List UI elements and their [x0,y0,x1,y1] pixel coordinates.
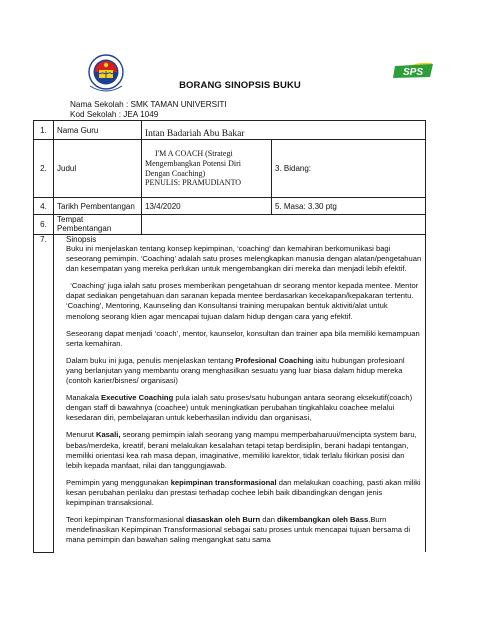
synopsis-body [54,235,426,553]
school-name: Nama Sekolah : SMK TAMAN UNIVERSITI [70,100,227,109]
text-run: seorang pemimpin ialah seorang yang mampu memperbaharuui/mencipta system baru, bebas/merdeka, kreatif, berani melakukan kesalahan tetapi tetap berdisiplin, berani hadapi tentangan, memiliki orientasi kea rah masa depan, imaginative, memiliki karektor, tidak terlalu fikirkan posisi dan lebih kepada manfaat, nilai dan tanggungjawab. [66,430,417,470]
synopsis-paragraph [66,393,422,423]
book-title-line: Mengembangkan Potensi Diri [145,158,241,168]
title-label: Judul [54,140,142,198]
text-run: Dalam buku ini juga, penulis menjelaskan tentang [66,355,236,365]
teacher-name-label: Nama Guru [54,121,142,140]
venue-label-line: Tempat [57,215,84,224]
teacher-name-text: Intan Badariah Abu Bakar [145,129,245,139]
row-title [34,140,426,198]
text-run: .Burn mendefinasikan Kepimpinan Transformasional sebagai satu proses untuk mencapai tujuan bersama di mana pemimpin dan bawahan saling mengangkat satu sama [66,515,411,545]
sps-logo-text: SPS [402,67,424,78]
sps-logo [392,60,436,80]
synopsis-form-table [33,120,426,553]
synopsis-paragraph [66,478,422,508]
row-number: 2. [34,140,54,198]
text-run: Menurut [66,430,96,440]
text-run: dan [260,515,278,525]
school-info [70,100,227,120]
school-crest-logo [84,52,128,98]
synopsis-paragraph: Buku ini menjelaskan tentang konsep kepimpinan, ‘coaching’ dan kemahiran berkomunikasi bagi seseorang pemimpin. ‘Coaching’ adalah satu proses melengkapkan manusia dengan alatan/pengetahuan dan kesempatan yang mereka perlukan untuk mengembangkan diri mereka dan menjadi lebih efektif. [66,244,422,274]
text-run: Pemimpin yang menggunakan [66,477,171,487]
venue-label [54,215,142,235]
row-number: 7. [34,235,54,553]
date-label: Tarikh Pembentangan [54,198,142,215]
synopsis-paragraph [66,430,422,470]
synopsis-paragraph: ‘Coaching’ juga ialah satu proses memberikan pengetahuan dr seorang mentor kepada mentee. Mentor dapat sediakan pengetahuan dan saranan kepada mentee berdasarkan kecekapan/kepakaran tertentu. ‘Coaching’, Mentoring, Kaunseling dan Konsultansi training merupakan bentuk aktiviti/alat untuk menolong seorang klien agar mencapai tujuan dalam hidup dengan cara yang efektif. [66,281,421,321]
venue-label-line: Pembentangan [57,224,112,233]
book-title-line: I'M A COACH (Strategi [155,149,233,159]
form-title: BORANG SINOPSIS BUKU [179,80,301,91]
book-title-value [142,140,272,198]
text-run: Manakala [66,393,102,403]
row-venue [34,215,426,235]
field-label: 3. Bidang: [272,140,426,198]
synopsis-label: Sinopsis [66,235,97,244]
bold-term: Kasali, [95,430,121,440]
text-run: iaitu hubungan profesioanl yang berlanjutan yang membantu orang menghasilkan sesuatu yang luar biasa dalam hidup mereka (contoh karier/bisnes/ organisasi) [66,355,405,386]
text-run: pula ialah satu proses/satu hubungan antara seorang eksekutif(coach) dengan staff di bawahnya (coachee) untuk meningkatkan perubahan tingkahlaku coachee melalui kesedaran diri, pembelajaran untuk keberhasilan individu dan organisasi, [66,393,413,423]
synopsis-paragraph [66,356,422,386]
teacher-name-value [142,121,426,140]
row-number: 4. [34,198,54,215]
row-synopsis [34,235,426,553]
bold-term: Executive Coaching [101,393,174,403]
book-author: PENULIS: PRAMUDIANTO [145,178,242,188]
synopsis-paragraph [66,515,422,545]
text-run: Teori kepimpinan Transformasional [66,515,186,525]
text-run: dan melakukan coaching, pasti akan miliki kesan perubahan perilaku dan prestasi terhadap cochee lebih baik dibandingkan dengan jenis kepimpinan transaksional. [66,477,421,507]
book-title-line: Dengan Coaching) [145,168,206,178]
bold-term: dikembangkan oleh Bass [277,515,369,525]
venue-value [142,215,426,235]
row-teacher-name [34,121,426,140]
bold-term: kepimpinan transformasional [170,477,277,487]
row-number: 6. [34,215,54,235]
time-value: 5. Masa: 3.30 ptg [272,198,426,215]
school-code: Kod Sekolah : JEA 1049 [70,110,159,119]
date-value: 13/4/2020 [142,198,272,215]
row-number: 1. [34,121,54,140]
row-date [34,198,426,215]
bold-term: Profesional Coaching [235,355,314,365]
bold-term: diasaskan oleh Burn [185,515,261,525]
synopsis-paragraph: Seseorang dapat menjadi ‘coach’, mentor, kaunselor, konsultan dan trainer apa bila memiliki kemampuan serta kemahiran. [66,328,420,348]
